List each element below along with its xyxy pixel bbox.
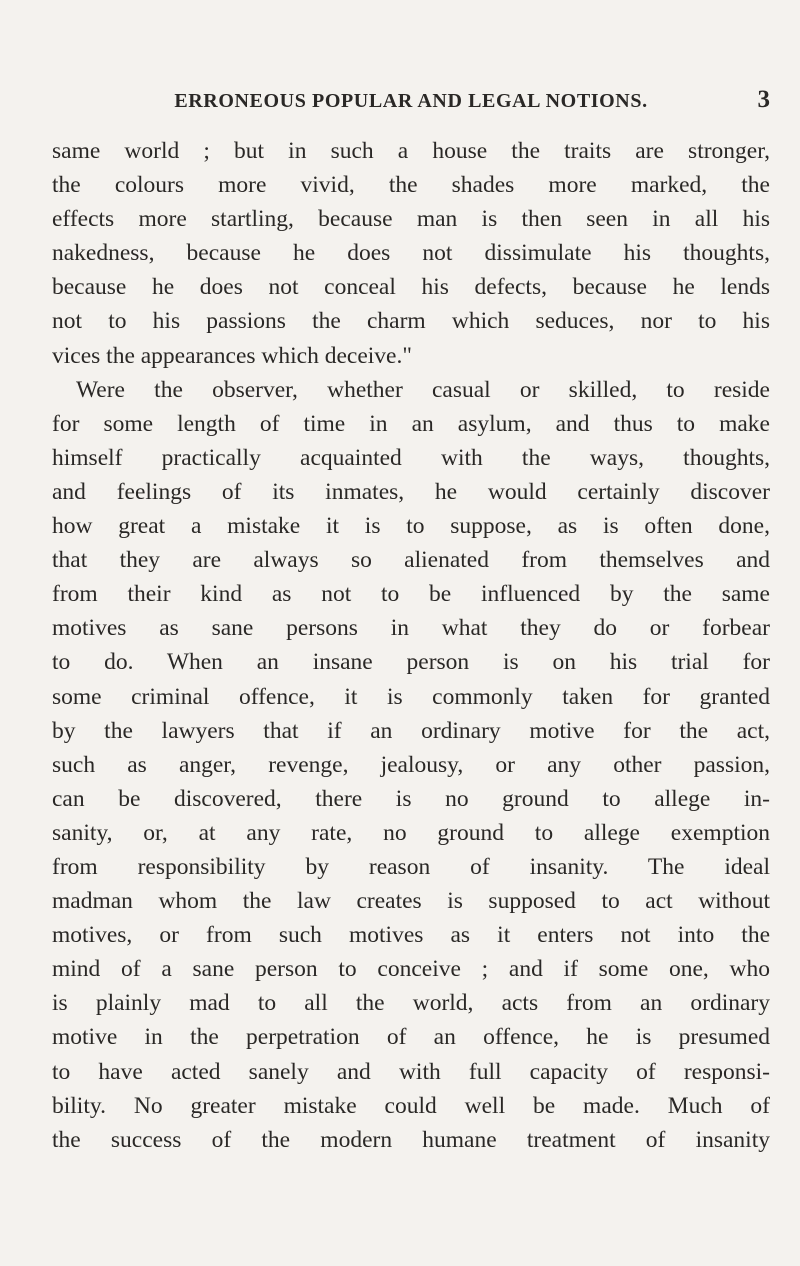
text-line: that they are always so alienated from themselves and xyxy=(52,547,770,574)
text-line: motives as sane persons in what they do or forbear xyxy=(52,615,770,642)
text-line: the success of the modern humane treatment of insanity xyxy=(52,1126,770,1153)
text-line: himself practically acquainted with the ways, thoughts, xyxy=(52,444,770,471)
text-line: can be discovered, there is no ground to allege in- xyxy=(52,785,770,812)
text-line: motives, or from such motives as it enters not into the xyxy=(52,922,770,949)
text-line: motive in the perpetration of an offence, he is presumed xyxy=(52,1024,770,1051)
text-line: from their kind as not to be influenced by the same xyxy=(52,581,770,608)
text-line: and feelings of its inmates, he would certainly discover xyxy=(52,478,770,505)
text-line: mind of a sane person to conceive ; and if some one, who xyxy=(52,956,770,983)
text-line: to have acted sanely and with full capacity of responsi- xyxy=(52,1058,770,1085)
running-title: ERRONEOUS POPULAR AND LEGAL NOTIONS. xyxy=(174,90,648,112)
text-line: the colours more vivid, the shades more marked, the xyxy=(52,172,770,199)
running-head xyxy=(52,86,770,116)
text-line: from responsibility by reason of insanity. The ideal xyxy=(52,853,770,880)
text-line: nakedness, because he does not dissimulate his thoughts, xyxy=(52,240,770,267)
text-line: some criminal offence, it is commonly taken for granted xyxy=(52,683,770,710)
text-line: not to his passions the charm which seduces, nor to his xyxy=(52,308,770,335)
text-line: madman whom the law creates is supposed to act without xyxy=(52,888,770,915)
page-number: 3 xyxy=(757,86,770,113)
text-line: bility. No greater mistake could well be made. Much of xyxy=(52,1092,770,1119)
text-line: for some length of time in an asylum, and thus to make xyxy=(52,410,770,437)
text-line: same world ; but in such a house the traits are stronger, xyxy=(52,138,770,164)
body-text xyxy=(52,134,770,1157)
text-line: how great a mistake it is to suppose, as is often done, xyxy=(52,513,770,540)
text-line: to do. When an insane person is on his trial for xyxy=(52,649,770,676)
text-line: vices the appearances which deceive." xyxy=(52,342,412,369)
text-line: by the lawyers that if an ordinary motive for the act, xyxy=(52,717,770,744)
text-line: such as anger, revenge, jealousy, or any other passion, xyxy=(52,751,770,778)
text-line: effects more startling, because man is then seen in all his xyxy=(52,206,770,233)
text-line: sanity, or, at any rate, no ground to allege exemption xyxy=(52,819,770,846)
text-line: because he does not conceal his defects, because he lends xyxy=(52,274,770,301)
text-line: Were the observer, whether casual or skilled, to reside xyxy=(76,376,770,403)
text-line: is plainly mad to all the world, acts from an ordinary xyxy=(52,990,770,1017)
